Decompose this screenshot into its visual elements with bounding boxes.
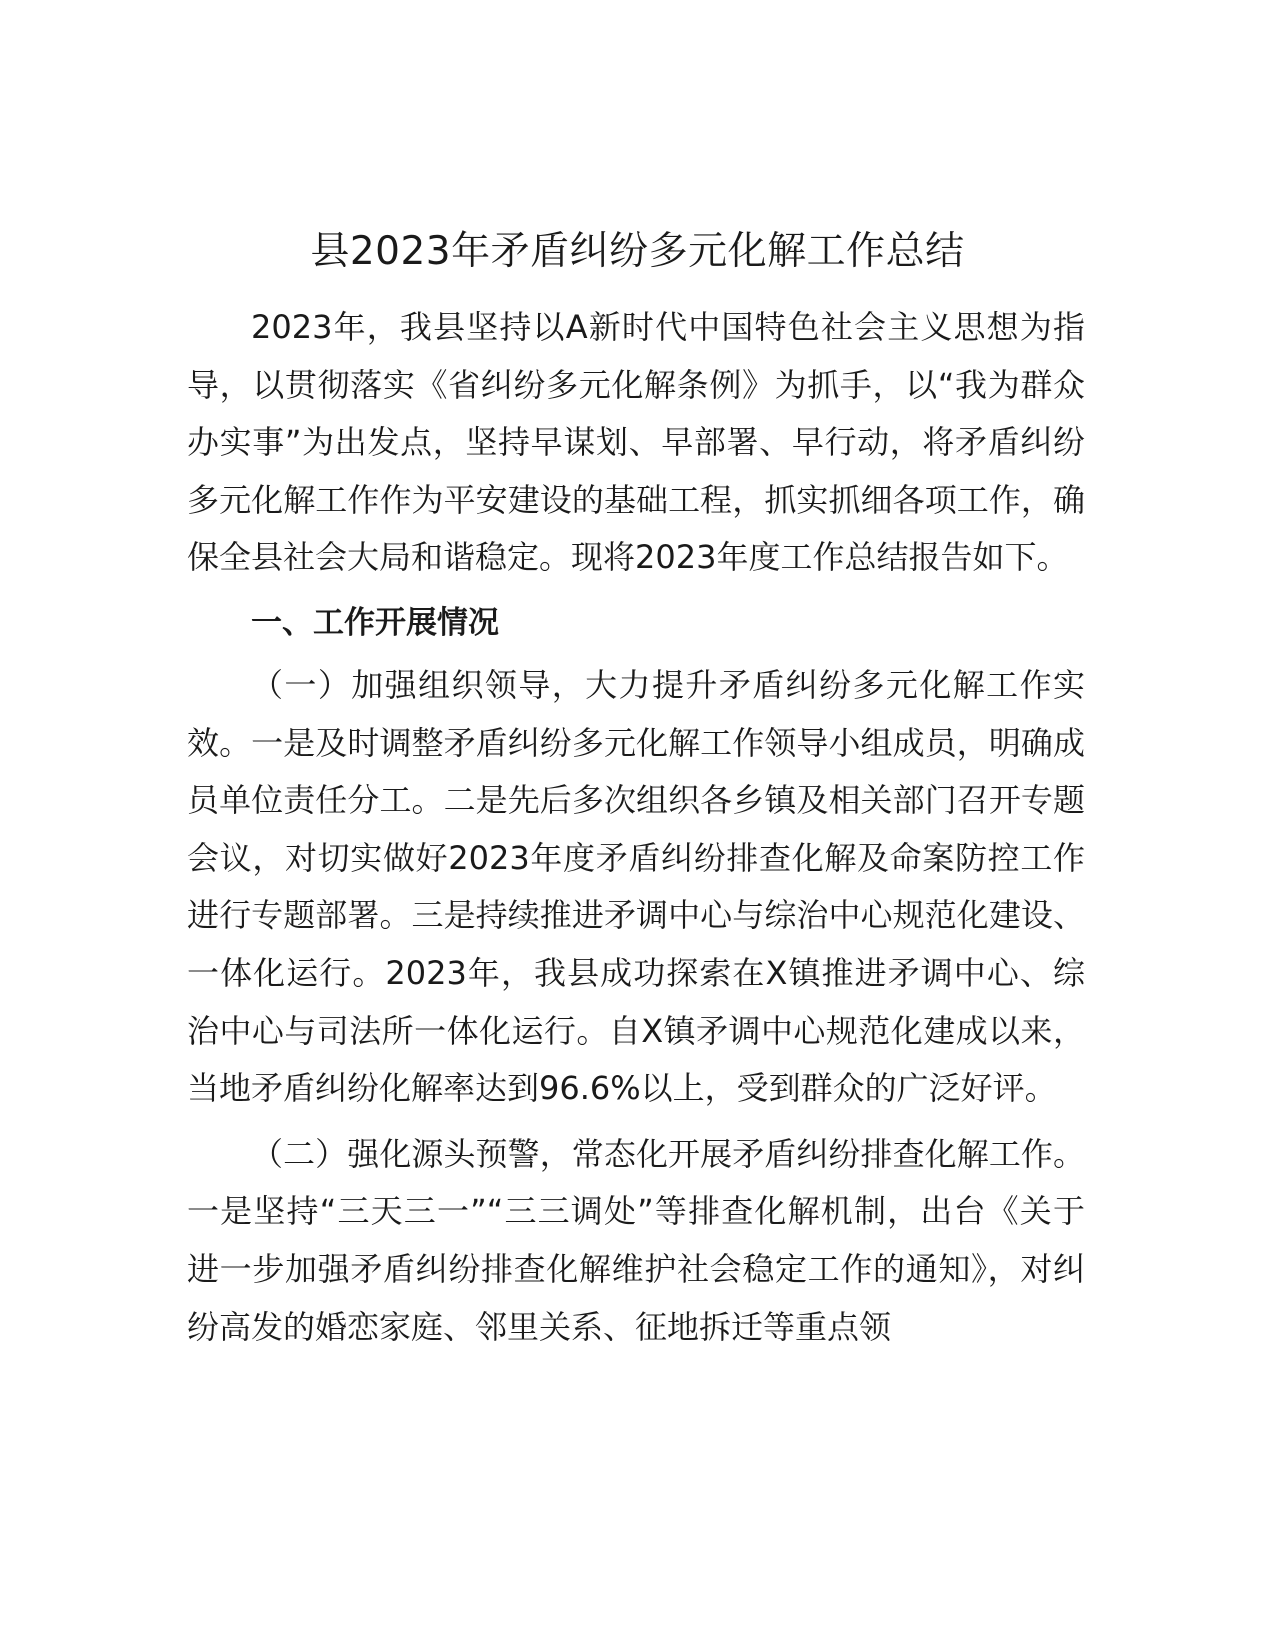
paragraph-organization-leadership: （一）加强组织领导，大力提升矛盾纠纷多元化解工作实效。一是及时调整矛盾纠纷多元化解工作领导小组成员，明确成员单位责任分工。二是先后多次组织各乡镇及相关部门召开专题会议，对切实做好2023年度矛盾纠纷排查化解及命案防控工作进行专题部署。三是持续推进矛调中心与综治中心规范化建设、一体化运行。2023年，我县成功探索在X镇推进矛调中心、综治中心与司法所一体化运行。自X镇矛调中心规范化建成以来，当地矛盾纠纷化解率达到96.6%以上，受到群众的广泛好评。: [187, 665, 1085, 1108]
section-heading-work-progress: 一、工作开展情况: [251, 604, 499, 641]
intro-paragraph: 2023年，我县坚持以A新时代中国特色社会主义思想为指导，以贯彻落实《省纠纷多元化解条例》为抓手，以“我为群众办实事”为出发点，坚持早谋划、早部署、早行动，将矛盾纠纷多元化解工作作为平安建设的基础工程，抓实抓细各项工作，确保全县社会大局和谐稳定。现将2023年度工作总结报告如下。: [187, 308, 1085, 577]
document-title: 县2023年矛盾纠纷多元化解工作总结: [310, 229, 965, 274]
paragraph-source-warning: （二）强化源头预警，常态化开展矛盾纠纷排查化解工作。一是坚持“三天三一”“三三调处”等排查化解机制，出台《关于进一步加强矛盾纠纷排查化解维护社会稳定工作的通知》，对纠纷高发的婚恋家庭、邻里关系、征地拆迁等重点领: [187, 1134, 1085, 1346]
document-body: [187, 299, 1085, 1356]
